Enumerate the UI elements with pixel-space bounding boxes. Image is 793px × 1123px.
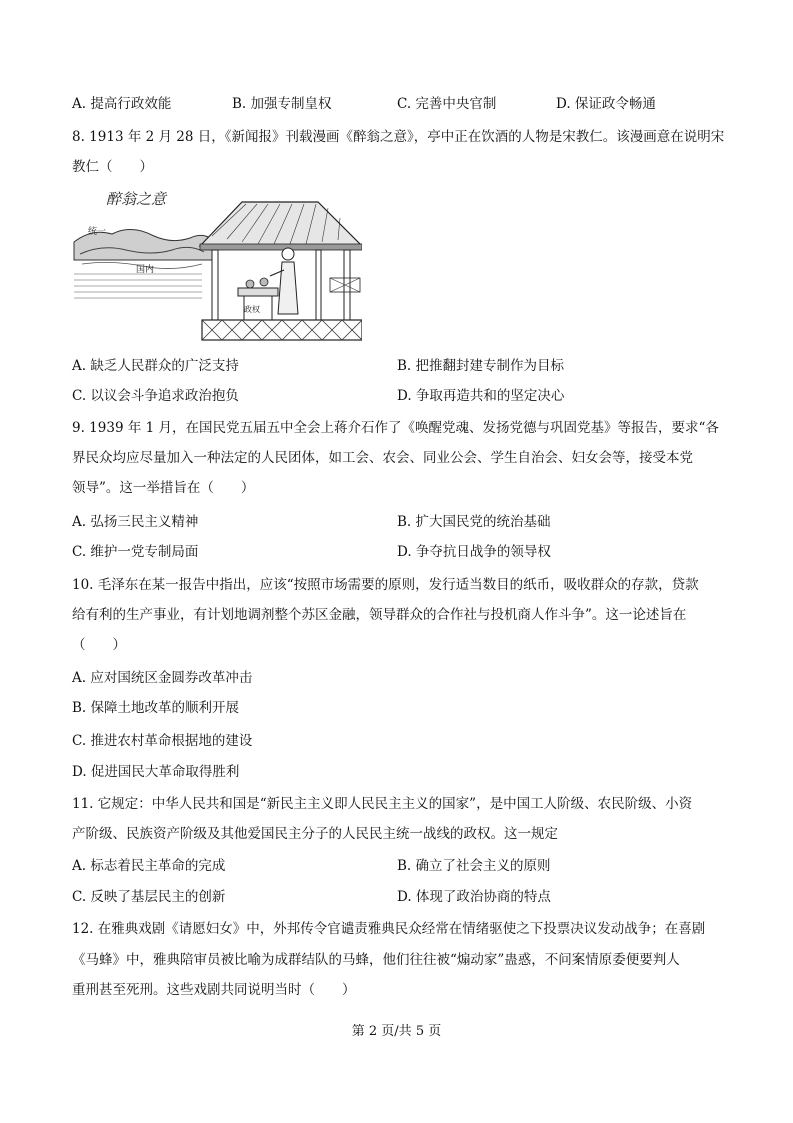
cartoon-title: 醉翁之意: [106, 190, 167, 208]
q11-option-a[interactable]: A. 标志着民主革命的完成: [72, 858, 226, 874]
cartoon-label-table: 政权: [244, 305, 260, 314]
q9-option-c[interactable]: C. 维护一党专制局面: [72, 544, 199, 560]
q11-option-d[interactable]: D. 体现了政治协商的特点: [397, 889, 551, 905]
q11-option-c[interactable]: C. 反映了基层民主的创新: [72, 889, 226, 905]
q8-stem-line-1: 8. 1913 年 2 月 28 日，《新闻报》刊载漫画《醉翁之意》，亭中正在饮酒的人物是宋教仁。该漫画意在说明宋: [72, 129, 725, 145]
q11-stem-line-2: 产阶级、民族资产阶级及其他爱国民主分子的人民民主统一战线的政权。这一规定: [72, 826, 558, 842]
q12-stem-line-3: 重刑甚至死刑。这些戏剧共同说明当时（ ）: [72, 982, 356, 998]
q9-stem-line-3: 领导”。这一举措旨在（ ）: [72, 480, 255, 496]
cartoon-label-mountain: 统一: [88, 227, 107, 237]
q7-option-b[interactable]: B. 加强专制皇权: [232, 96, 332, 112]
q12-stem-line-1: 12. 在雅典戏剧《请愿妇女》中，外邦传令官谴责雅典民众经常在情绪驱使之下投票决议发动战争；在喜剧: [72, 921, 706, 937]
q9-option-b[interactable]: B. 扩大国民党的统治基础: [397, 514, 551, 530]
q7-option-a[interactable]: A. 提高行政效能: [72, 96, 172, 112]
q8-option-b[interactable]: B. 把推翻封建专制作为目标: [397, 358, 565, 374]
q10-stem-line-2: 给有利的生产事业，有计划地调剂整个苏区金融，领导群众的合作社与投机商人作斗争”。这一论述旨在: [72, 607, 687, 623]
q8-cartoon-image: [72, 184, 362, 344]
q9-stem-line-1: 9. 1939 年 1 月，在国民党五届五中全会上蒋介石作了《唤醒党魂、发扬党德与巩固党基》等报告，要求“各: [72, 420, 719, 436]
q10-option-b[interactable]: B. 保障土地改革的顺利开展: [72, 700, 240, 716]
q8-stem-line-2: 教仁（ ）: [72, 159, 153, 175]
cartoon-label-field: 国内: [136, 265, 155, 275]
page-footer: 第 2 页/共 5 页: [351, 1024, 442, 1039]
q9-stem-line-2: 界民众均应尽量加入一种法定的人民团体，如工会、农会、同业公会、学生自治会、妇女会等，接受本党: [72, 450, 693, 466]
q10-option-c[interactable]: C. 推进农村革命根据地的建设: [72, 733, 253, 749]
q10-stem-line-3: （ ）: [72, 637, 126, 653]
q11-stem-line-1: 11. 它规定：中华人民共和国是“新民主主义即人民民主主义的国家”，是中国工人阶级、农民阶级、小资: [72, 796, 693, 812]
q11-option-b[interactable]: B. 确立了社会主义的原则: [397, 858, 551, 874]
q8-option-d[interactable]: D. 争取再造共和的坚定决心: [397, 388, 565, 404]
q8-option-c[interactable]: C. 以议会斗争追求政治抱负: [72, 388, 239, 404]
q10-stem-line-1: 10. 毛泽东在某一报告中指出，应该“按照市场需要的原则，发行适当数目的纸币，吸收群众的存款，贷款: [72, 577, 699, 593]
q9-option-d[interactable]: D. 争夺抗日战争的领导权: [397, 544, 551, 560]
q7-option-d[interactable]: D. 保证政令畅通: [556, 96, 656, 112]
q10-option-d[interactable]: D. 促进国民大革命取得胜利: [72, 764, 240, 780]
q9-option-a[interactable]: A. 弘扬三民主义精神: [72, 514, 199, 530]
q7-option-c[interactable]: C. 完善中央官制: [397, 96, 497, 112]
q10-option-a[interactable]: A. 应对国统区金圆券改革冲击: [72, 670, 253, 686]
q12-stem-line-2: 《马蜂》中，雅典陪审员被比喻为成群结队的马蜂，他们往往被“煽动家”蛊惑，不问案情原委便要判人: [72, 952, 680, 968]
q8-option-a[interactable]: A. 缺乏人民群众的广泛支持: [72, 358, 239, 374]
